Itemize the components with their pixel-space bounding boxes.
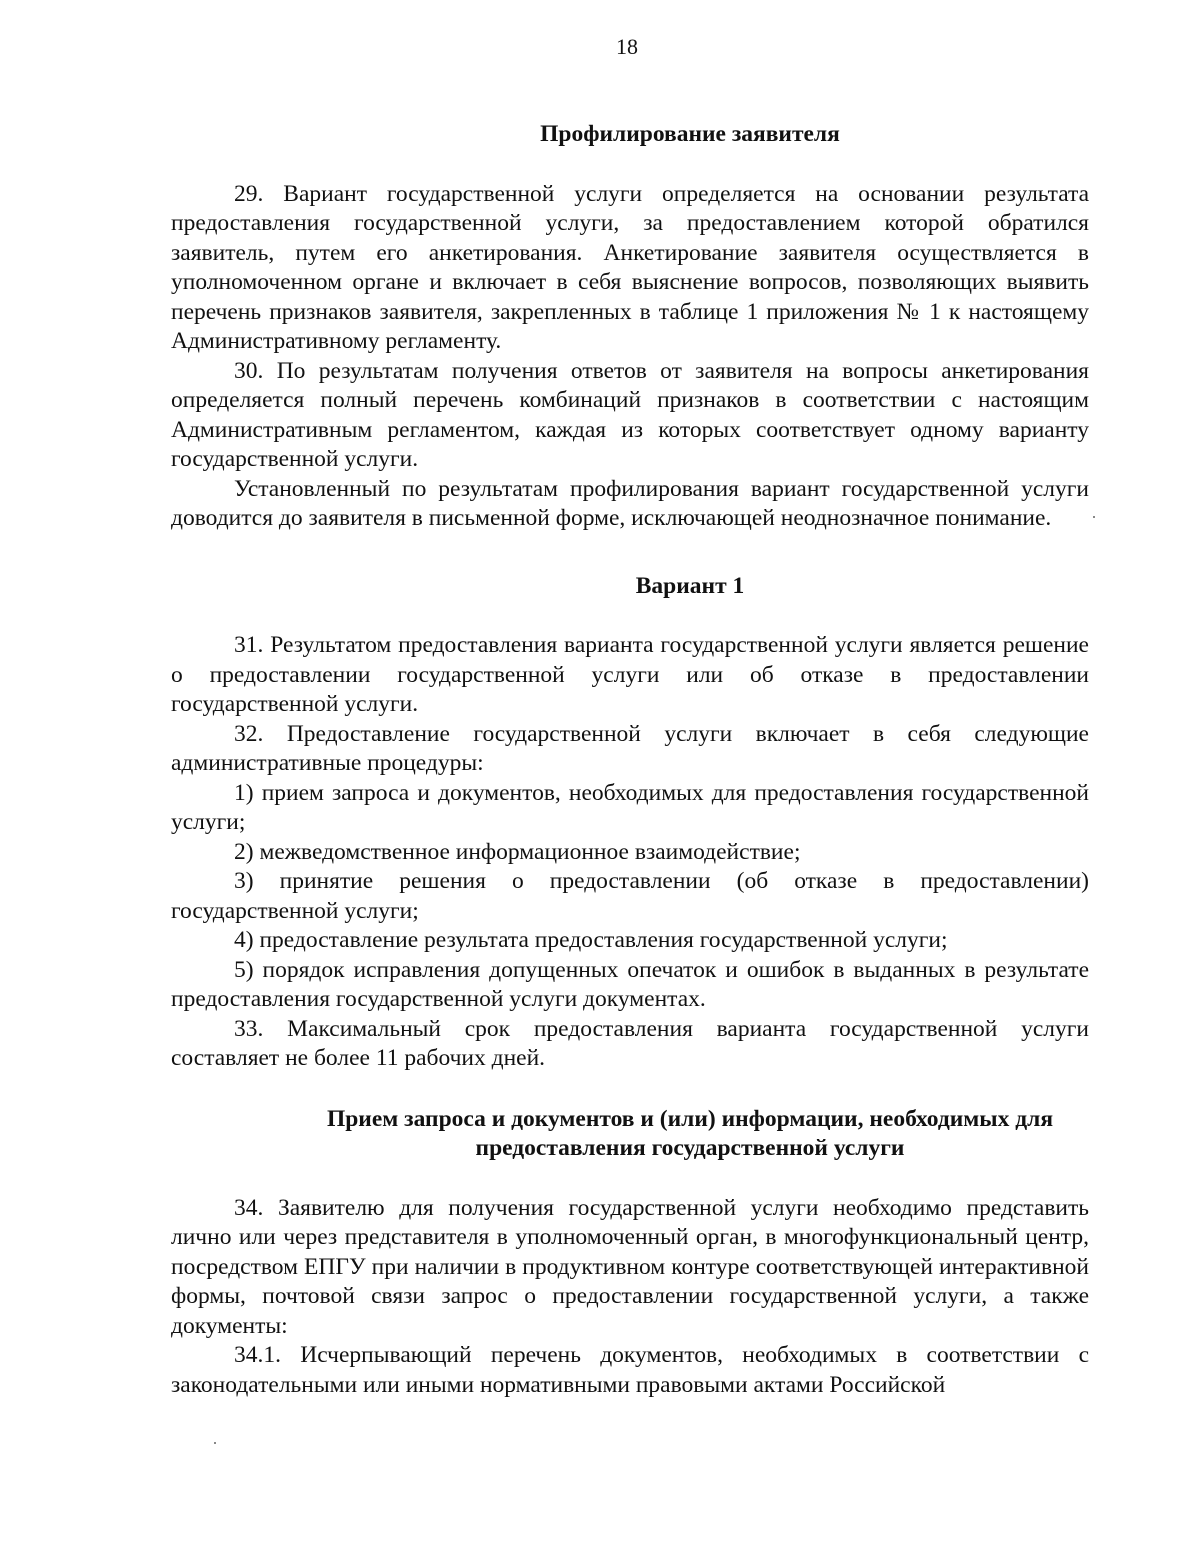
heading-request-reception — [171, 1105, 1149, 1164]
procedure-item-5: 5) порядок исправления допущенных опечаток и ошибок в выданных в результате предоставления государственной услуги документах. — [171, 956, 1089, 1012]
paragraph-34: 34. Заявителю для получения государственной услуги необходимо представить лично или через представителя в уполномоченный орган, в многофункциональный центр, посредством ЕПГУ при наличии в продуктивном контуре соответствующей интерактивной формы, почтовой связи запрос о предоставлении государственной услуги, а также документы: — [171, 1194, 1089, 1339]
scan-speck — [214, 1442, 216, 1444]
paragraph-29: 29. Вариант государственной услуги определяется на основании результата предоставления государственной услуги, за предоставлением которой обратился заявитель, путем его анкетирования. Анкетирование заявителя осуществляется в уполномоченном органе и включает в себя выяснение вопросов, позволяющих выявить перечень признаков заявителя, закрепленных в таблице 1 приложения № 1 к настоящему Административному регламенту. — [171, 180, 1089, 354]
procedure-item-2: 2) межведомственное информационное взаимодействие; — [234, 838, 801, 865]
heading-applicant-profiling: Профилирование заявителя — [540, 121, 840, 147]
paragraph-34-1: 34.1. Исчерпывающий перечень документов, необходимых в соответствии с законодательными или иными нормативными правовыми актами Российской — [171, 1342, 1089, 1398]
paragraph-30: 30. По результатам получения ответов от заявителя на вопросы анкетирования определяется полный перечень комбинаций признаков в соответствии с настоящим Административным регламентом, каждая из которых соответствует одному варианту государственной услуги. — [171, 357, 1089, 472]
paragraph-established-variant: Установленный по результатам профилирования вариант государственной услуги доводится до заявителя в письменной форме, исключающей неоднозначное понимание. — [171, 475, 1089, 531]
heading-request-reception-line-2: предоставления государственной услуги — [475, 1135, 905, 1161]
paragraph-31: 31. Результатом предоставления варианта государственной услуги является решение о предоставлении государственной услуги или об отказе в предоставлении государственной услуги. — [171, 632, 1089, 717]
procedure-item-4: 4) предоставление результата предоставления государственной услуги; — [234, 927, 948, 953]
paragraph-33: 33. Максимальный срок предоставления варианта государственной услуги составляет не более 11 рабочих дней. — [171, 1015, 1089, 1071]
procedure-item-3: 3) принятие решения о предоставлении (об отказе в предоставлении) государственной услуги; — [171, 868, 1089, 924]
heading-variant-1: Вариант 1 — [635, 572, 745, 599]
heading-request-reception-line-1: Прием запроса и документов и (или) информации, необходимых для — [326, 1105, 1054, 1132]
procedure-item-1: 1) прием запроса и документов, необходимых для предоставления государственной услуги; — [171, 779, 1089, 835]
page-number: 18 — [616, 34, 638, 59]
page-content — [171, 120, 1089, 1400]
paragraph-32: 32. Предоставление государственной услуги включает в себя следующие административные процедуры: — [171, 720, 1089, 776]
scan-speck — [1093, 516, 1095, 518]
